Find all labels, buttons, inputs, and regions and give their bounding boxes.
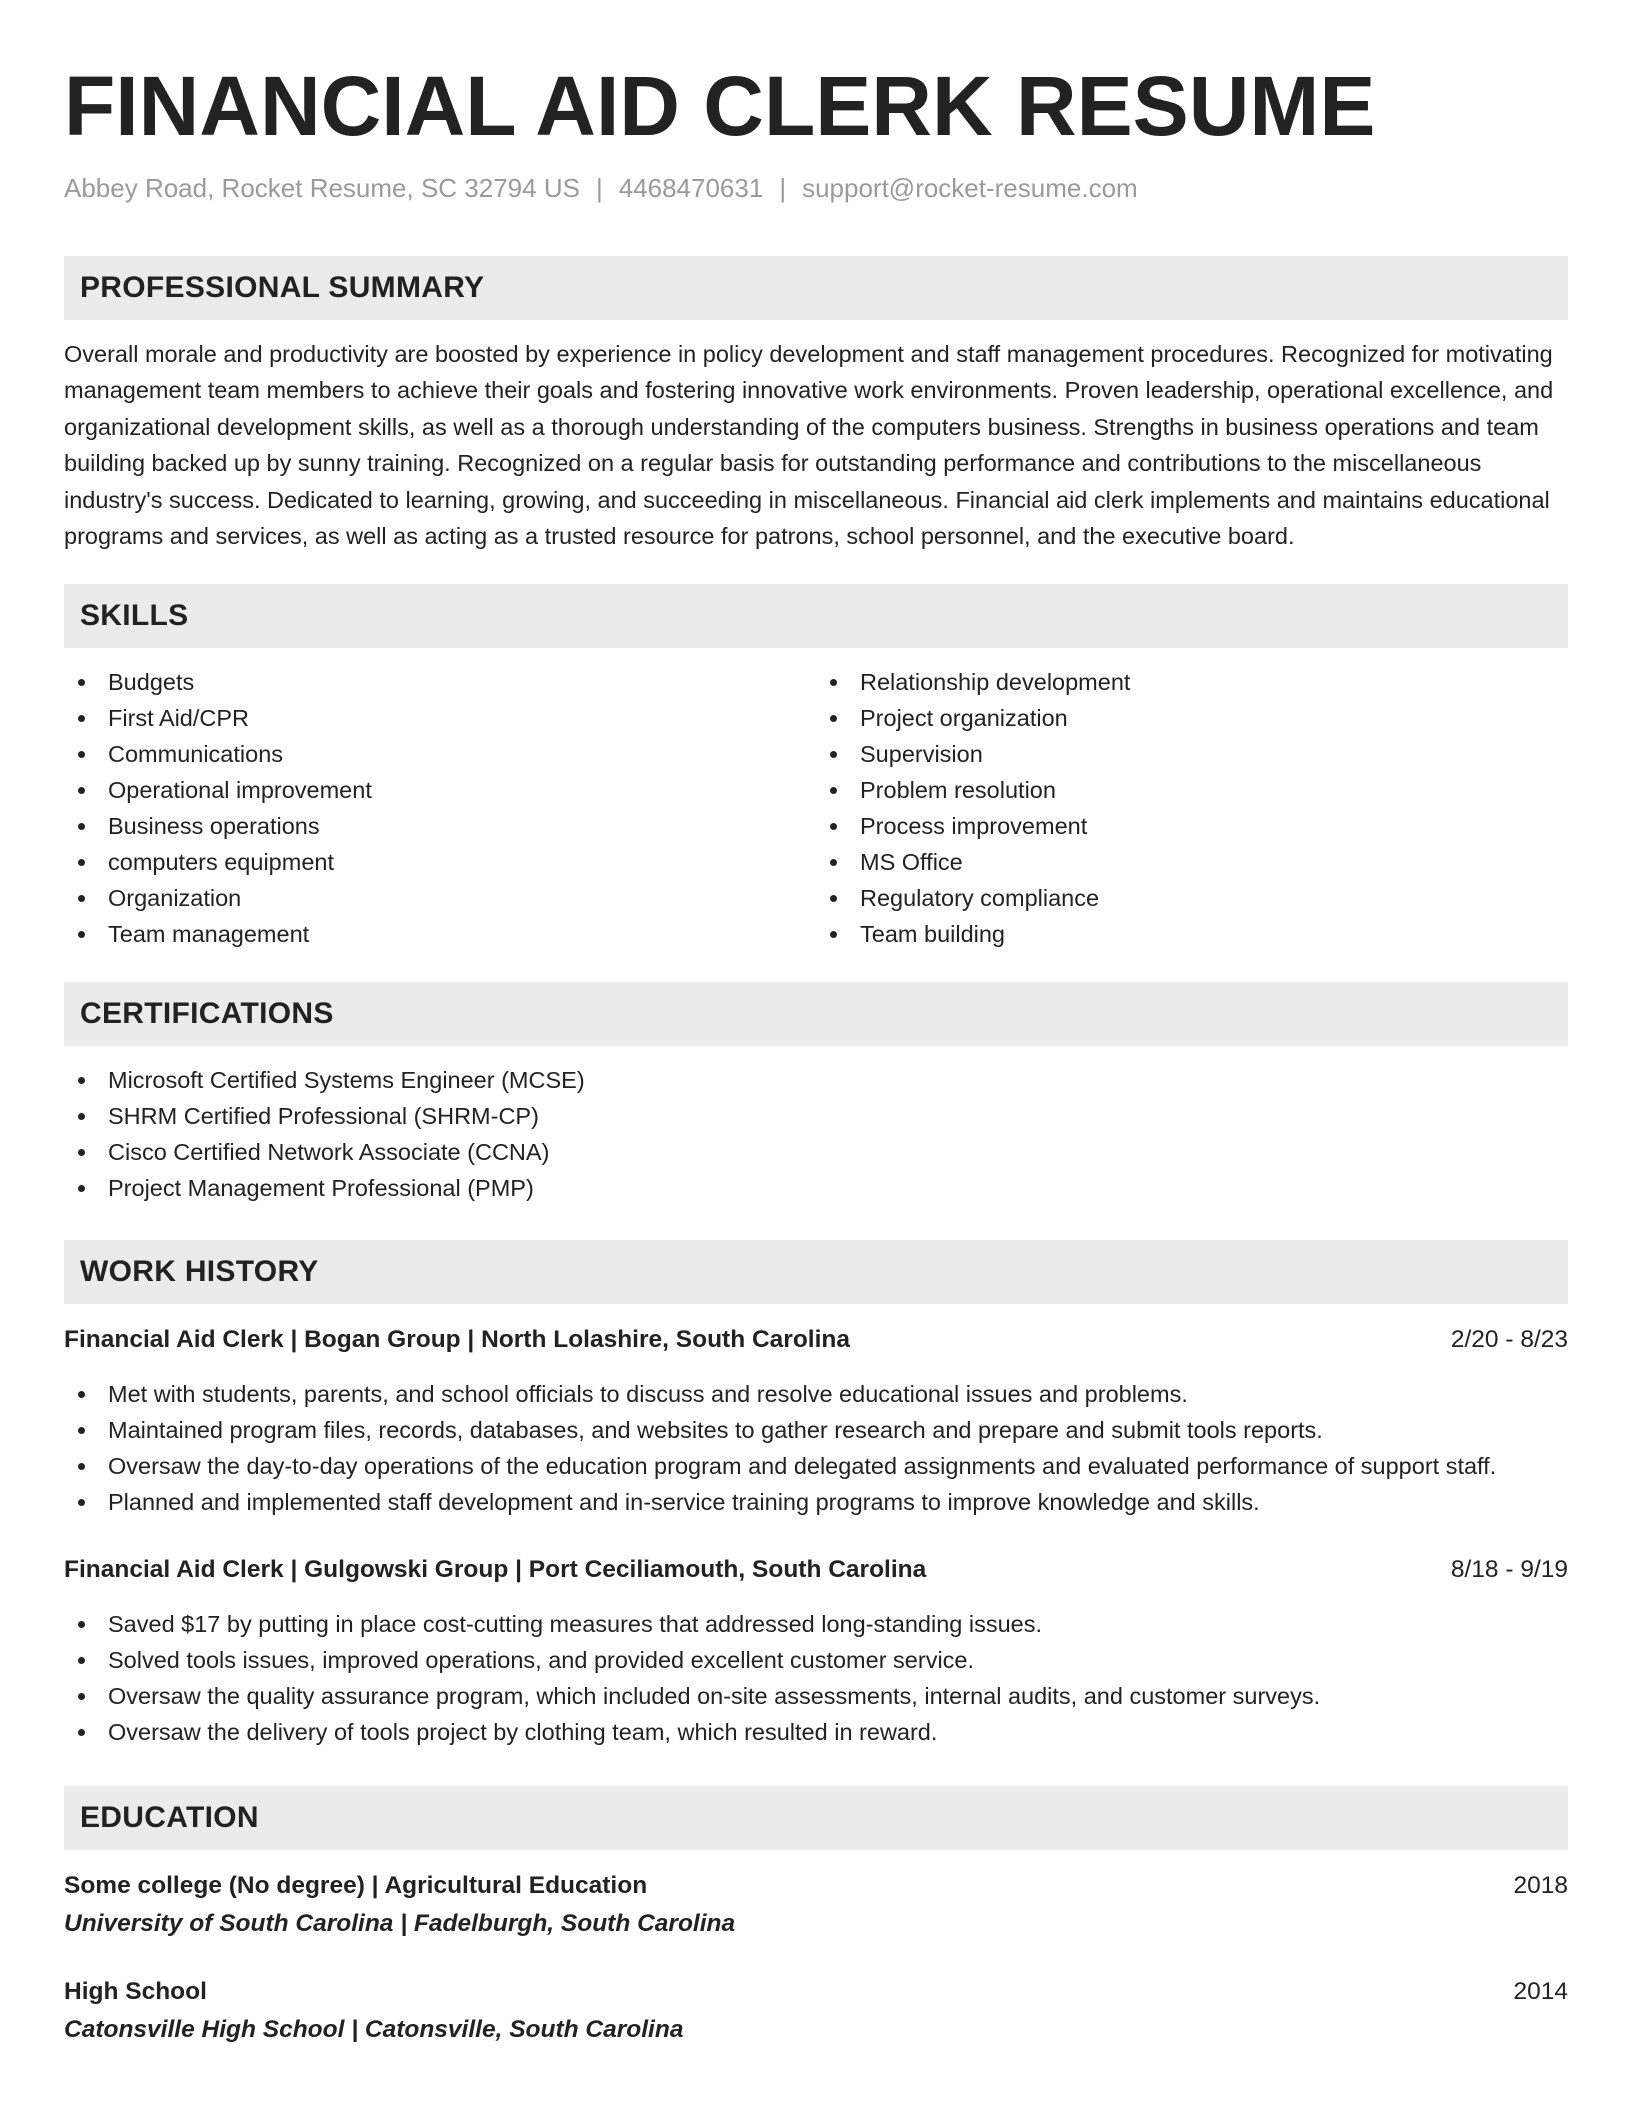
certification-item: Microsoft Certified Systems Engineer (MCSE) [64,1062,1568,1098]
job-title: Financial Aid Clerk | Bogan Group | North Lolashire, South Carolina [64,1326,850,1354]
education-year: 2014 [1513,1978,1568,2006]
certifications-list [64,1062,1568,1206]
education-degree: High School [64,1978,207,2006]
job-entry [64,1322,1568,1520]
education-entry [64,1974,1568,2050]
skill-item: Problem resolution [816,772,1568,808]
job-header [64,1552,1568,1588]
skill-item: Project organization [816,700,1568,736]
job-dates: 2/20 - 8/23 [1450,1326,1568,1354]
contact-email: support@rocket-resume.com [802,173,1138,203]
education-year: 2018 [1513,1872,1568,1900]
skills-list-left [64,664,816,952]
job-dates: 8/18 - 9/19 [1450,1556,1568,1584]
section-heading-education: EDUCATION [64,1786,1568,1850]
section-heading-certifications: CERTIFICATIONS [64,982,1568,1046]
contact-separator: | [779,173,787,203]
job-bullet: Maintained program files, records, databases, and websites to gather research and prepare and submit tools reports. [64,1412,1568,1448]
summary-text: Overall morale and productivity are boosted by experience in policy development and staff management procedures. Recognized for motivating management team members to achieve their goals and fostering innovative work environments. Proven leadership, operational excellence, and organizational development skills, as well as a thorough understanding of the computers business. Strengths in business operations and team building backed up by sunny training. Recognized on a regular basis for outstanding performance and contributions to the miscellaneous industry's success. Dedicated to learning, growing, and succeeding in miscellaneous. Financial aid clerk implements and maintains educational programs and services, as well as acting as a trusted resource for patrons, school personnel, and the executive board. [64,341,1554,550]
education-entry [64,1868,1568,1944]
education-header [64,1868,1568,1904]
job-title: Financial Aid Clerk | Gulgowski Group | Port Ceciliamouth, South Carolina [64,1556,927,1584]
education-school: Catonsville High School | Catonsville, South Carolina [64,2016,684,2044]
skill-item: Budgets [64,664,816,700]
education-degree: Some college (No degree) | Agricultural Education [64,1872,648,1900]
skill-item: Communications [64,736,816,772]
education-header [64,1974,1568,2010]
contact-separator: | [595,173,603,203]
contact-address: Abbey Road, Rocket Resume, SC 32794 US [64,173,580,203]
skill-item: Business operations [64,808,816,844]
skills-list-right [816,664,1568,952]
skill-item: MS Office [816,844,1568,880]
skills-columns [64,664,1568,952]
skill-item: Process improvement [816,808,1568,844]
job-bullets [64,1606,1568,1750]
section-heading-skills: SKILLS [64,584,1568,648]
skill-item: Supervision [816,736,1568,772]
education-school: University of South Carolina | Fadelburgh, South Carolina [64,1910,736,1938]
skill-item: First Aid/CPR [64,700,816,736]
job-entry [64,1552,1568,1750]
section-heading-work-history: WORK HISTORY [64,1240,1568,1304]
contact-phone: 4468470631 [618,173,764,203]
job-bullet: Saved $17 by putting in place cost-cutting measures that addressed long-standing issues. [64,1606,1568,1642]
certification-item: SHRM Certified Professional (SHRM-CP) [64,1098,1568,1134]
contact-line [64,170,1568,206]
job-bullet: Oversaw the quality assurance program, which included on-site assessments, internal audits, and customer surveys. [64,1678,1568,1714]
skill-item: Team building [816,916,1568,952]
skill-item: Organization [64,880,816,916]
skill-item: Operational improvement [64,772,816,808]
certification-item: Project Management Professional (PMP) [64,1170,1568,1206]
skill-item: Team management [64,916,816,952]
skill-item: Regulatory compliance [816,880,1568,916]
job-bullet: Met with students, parents, and school officials to discuss and resolve educational issues and problems. [64,1376,1568,1412]
skill-item: computers equipment [64,844,816,880]
job-bullet: Planned and implemented staff development and in-service training programs to improve knowledge and skills. [64,1484,1568,1520]
section-heading-summary: PROFESSIONAL SUMMARY [64,256,1568,320]
job-bullets [64,1376,1568,1520]
job-bullet: Oversaw the day-to-day operations of the education program and delegated assignments and evaluated performance of support staff. [64,1448,1568,1484]
job-bullet: Oversaw the delivery of tools project by clothing team, which resulted in reward. [64,1714,1568,1750]
job-header [64,1322,1568,1358]
job-bullet: Solved tools issues, improved operations, and provided excellent customer service. [64,1642,1568,1678]
certification-item: Cisco Certified Network Associate (CCNA) [64,1134,1568,1170]
skill-item: Relationship development [816,664,1568,700]
resume-title: FINANCIAL AID CLERK RESUME [64,59,1376,153]
